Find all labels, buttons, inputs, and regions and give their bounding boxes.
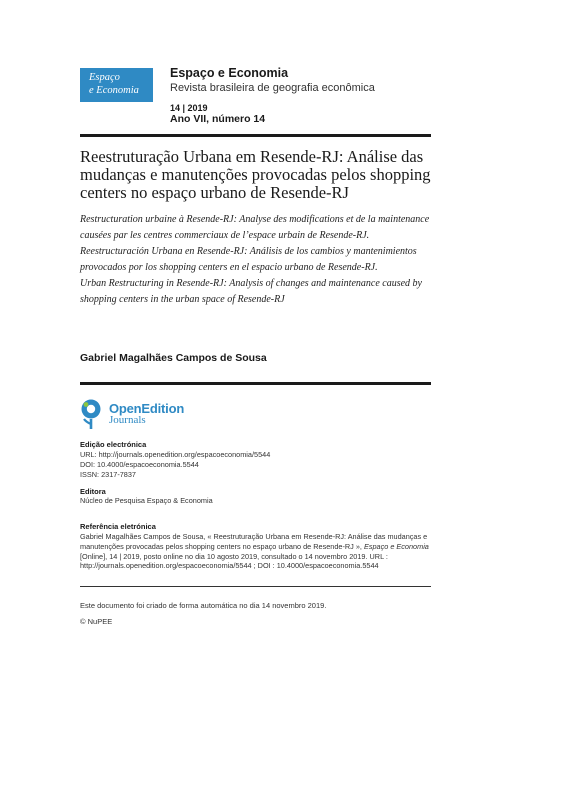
- referencia-part-2: [Online], 14 | 2019, posto online no dia 10 agosto 2019, consultado o 14 novembro 2019. URL : http://journals.openedition.org/espacoeconomia/5544 ; DOI : 10.4000/espacoeconomia.5544: [80, 551, 388, 571]
- journal-subtitle: Revista brasileira de geografia econômica: [170, 82, 375, 94]
- openedition-sub: Journals: [109, 414, 146, 426]
- author-name: Gabriel Magalhães Campos de Sousa: [80, 352, 267, 364]
- middle-divider: [80, 382, 431, 385]
- logo-line-1: Espaço: [89, 72, 120, 83]
- referencia-journal: Espaço e Economia: [363, 541, 429, 551]
- alternate-titles: [80, 212, 431, 308]
- title-french: Restructuration urbaine à Resende-RJ: Analyse des modifications et de la maintenance causées par les centres commerciaux de l’espace urbain de Resende-RJ.: [80, 214, 430, 241]
- logo-line-2: e Economia: [89, 85, 139, 96]
- editora-name: Núcleo de Pesquisa Espaço & Economia: [80, 496, 213, 505]
- title-spanish: Reestructuración Urbana en Resende-RJ: Análisis de los cambios y mantenimientos provocados por los shopping centers en el espacio urbano de Resende-RJ.: [80, 246, 417, 273]
- journal-logo-text: [89, 71, 139, 97]
- article-title: Reestruturação Urbana em Resende-RJ: Análise das mudanças e manutenções provocadas pelos shopping centers no espaço urbano de Resende-RJ: [80, 147, 431, 202]
- referencia-label: Referência eletrónica: [80, 522, 156, 531]
- edicao-url[interactable]: URL: http://journals.openedition.org/espacoeconomia/5544: [80, 450, 271, 459]
- edicao-issn: ISSN: 2317-7837: [80, 469, 136, 479]
- edicao-label: Edição electrónica: [80, 440, 147, 449]
- title-english: Urban Restructuring in Resende-RJ: Analysis of changes and maintenance caused by shopping centers in the urban space of Resende-RJ: [80, 278, 422, 305]
- referencia-part-1: Gabriel Magalhães Campos de Sousa, « Reestruturação Urbana em Resende-RJ: Análise das mudanças e manutenções provocadas pelos shopping centers no espaço urbano de Resende-RJ »,: [80, 532, 428, 551]
- top-divider: [80, 134, 431, 137]
- copyright: © NuPEE: [80, 617, 113, 626]
- journal-logo: [80, 68, 153, 102]
- generated-note: Este documento foi criado de forma automática no dia 14 novembro 2019.: [80, 601, 327, 610]
- openedition-name: OpenEdition: [109, 401, 185, 416]
- journal-title: Espaço e Economia: [170, 66, 289, 80]
- editora-label: Editora: [80, 487, 106, 496]
- issue-number: 14 | 2019: [170, 103, 208, 113]
- edicao-details: [80, 450, 435, 479]
- bottom-divider: [80, 586, 431, 587]
- referencia-text: [80, 532, 435, 571]
- volume-number: Ano VII, número 14: [170, 113, 266, 125]
- openedition-icon: [80, 398, 104, 430]
- edicao-doi: DOI: 10.4000/espacoeconomia.5544: [80, 459, 199, 469]
